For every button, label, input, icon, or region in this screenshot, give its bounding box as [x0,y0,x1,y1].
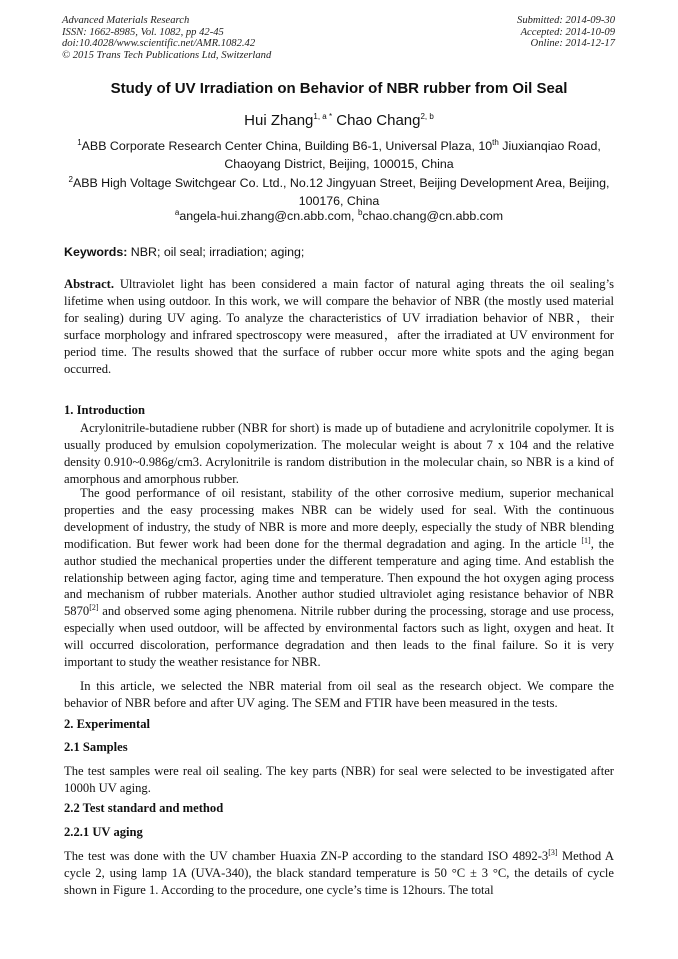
author-emails: $^a$angela-hui.zhang@cn.abb.com, $^b$chao.chang@cn.abb.com [174,207,504,223]
abstract-label: Abstract. [64,277,115,291]
uv-aging-paragraph: The test was done with the UV chamber Huaxia ZN-P according to the standard ISO 4892-3[3] Method A cycle 2, using lamp 1A (UVA-340), the black standard temperature is 50 °C ± 3 °C, the details of cycle shown in Figure 1. According to the procedure, one cycle’s time is 12hours. The total [64,847,614,897]
citation: [2] [89,603,99,613]
submitted-date: Submitted: 2014-09-30 [517,15,615,26]
online-date: Online: 2014-12-17 [530,38,615,50]
paper-title: Study of UV Irradiation on Behavior of NBR rubber from Oil Seal [110,80,568,97]
author-name: Hui Zhang [244,112,314,129]
affiliation-2: $^2$ABB High Voltage Switchgear Co. Ltd., No.12 Jingyuan Street, Beijing Development Area, Beijing, 100176, China [68,174,610,208]
section-heading-introduction: 1. Introduction [64,403,145,417]
doi-line: doi:10.4028/www.scientific.net/AMR.1082.42 [62,38,256,50]
copyright-line: © 2015 Trans Tech Publications Ltd, Switzerland [62,49,272,61]
abstract [64,276,614,377]
accepted-date: Accepted: 2014-10-09 [520,26,615,38]
intro-paragraph-3: In this article, we selected the NBR material from oil seal as the research object. We compare the behavior of NBR before and after UV aging. The SEM and FTIR have been measured in the tests. [64,679,614,710]
keywords [64,245,614,259]
running-header-left [62,15,271,61]
author-superscript: 1, a * [313,112,333,121]
samples-paragraph: The test samples were real oil sealing. The key parts (NBR) for seal were selected to be investigated after 1000h UV aging. [64,764,614,795]
author-line [0,112,678,129]
affiliation-1: $^1$ABB Corporate Research Center China, Building B6-1, Universal Plaza, 10th Jiuxianqiao Road, Chaoyang District, Beijing, 100015, China [77,137,601,171]
email-b: chao.chang@cn.abb.com [362,209,504,223]
abstract-text: Ultraviolet light has been considered a main factor of natural aging threats the oil sealing’s lifetime when using outdoor. In this work, we will compare the behavior of NBR (the mostly used material for sealing) during UV aging. To analyze the characteristics of UV irradiation behavior of NBR，their surface morphology and infrared spectroscopy were measured，after the irradiated at UV environment for period time. The results showed that the surface of rubber occur more white spots and the aging began occurred. [64,277,614,376]
subsection-heading-samples: 2.1 Samples [64,740,128,754]
section-heading-experimental: 2. Experimental [64,717,151,731]
citation: [1] [581,535,591,545]
journal-name: Advanced Materials Research [62,15,190,26]
citation: [3] [548,847,558,857]
running-header-right [517,15,615,50]
author-superscript: 2, b [420,112,434,121]
intro-paragraph-1: Acrylonitrile-butadiene rubber (NBR for short) is made up of butadiene and acrylonitrile copolymer. It is usually produced by emulsion copolymerization. The molecular weight is about 7 x 104 and the relative density 0.910~0.986g/cm3. Acrylonitrile is random distribution in the molecular chain, so NBR is a kind of amorphous and amorphous rubber. [64,421,614,486]
email-a: angela-hui.zhang@cn.abb.com, [179,209,358,223]
keywords-label: Keywords: [64,245,128,259]
author-name: Chao Chang [336,112,421,129]
subsubsection-heading-uv-aging: 2.2.1 UV aging [64,825,143,839]
subsection-heading-method: 2.2 Test standard and method [64,801,224,815]
issn-line: ISSN: 1662-8985, Vol. 1082, pp 42-45 [62,26,224,38]
intro-paragraph-2: The good performance of oil resistant, stability of the other corrosive medium, superior mechanical properties and the easy processing makes NBR can be widely used for seal. With the continuous development of industry, the study of NBR is more and more deeply, especially the study of NBR blending modification. But fewer work had been done for the thermal degradation and aging. In the article [1], the author studied the mechanical properties under the different temperature and aging time. And establish the relationship between aging factor, aging time and temperature. Then expound the hot oxygen aging process and mechanism of rubber materials. Another author studied ultraviolet aging resistance behavior of NBR 5870[2] and observed some aging phenomena. Nitrile rubber during the processing, storage and use process, especially when used outdoor, will be affected by environmental factors such as light, oxygen and heat. It will occurred discoloration, performance degradation and then leads to the final failure. So it is very important to study the weather resistance for NBR. [64,486,614,670]
keywords-text: NBR; oil seal; irradiation; aging; [127,245,305,259]
